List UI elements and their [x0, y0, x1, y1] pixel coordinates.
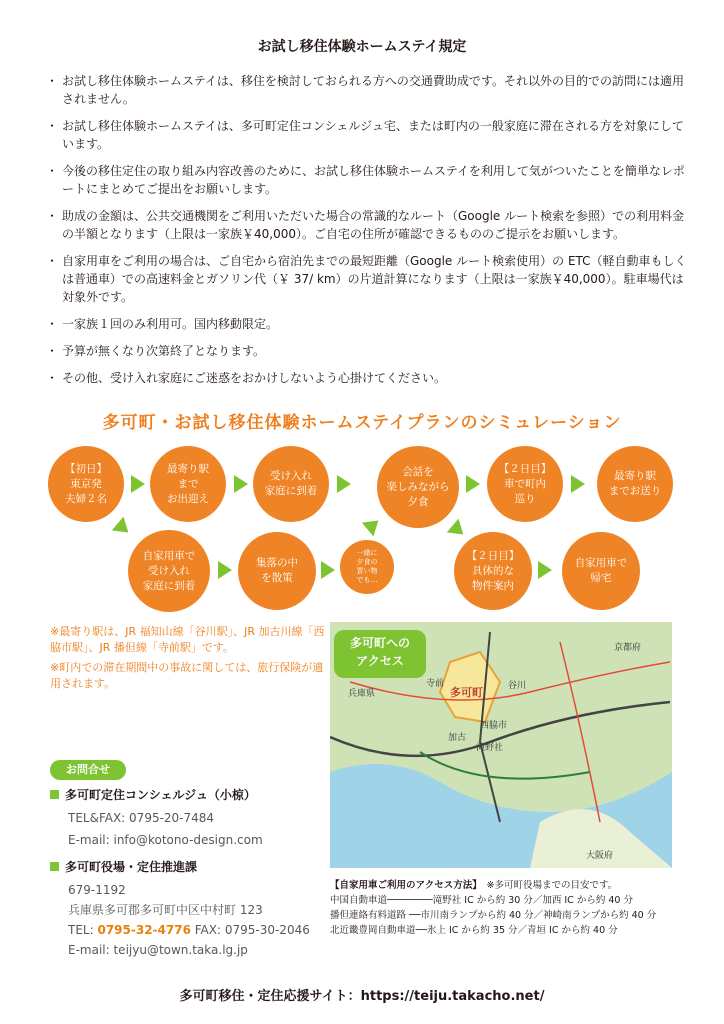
contact-office	[50, 858, 310, 959]
office-tel-label: TEL:	[68, 923, 98, 937]
rule-item: ・ 一家族１回のみ利用可。国内移動限定。	[48, 315, 688, 333]
map-label-kyoto: 京都府	[614, 643, 642, 653]
flow-arrow	[538, 561, 552, 579]
contact-concierge	[50, 786, 263, 849]
car-access-header	[330, 878, 690, 893]
office-tel: 0795-32-4776	[97, 923, 191, 937]
car-access-route: 北近畿豊岡自動車道──氷上 IC から約 35 分／青垣 IC から約 40 分	[330, 925, 618, 936]
car-access-route: 中国自動車道────────滝野社 IC から約 30 分／加西 IC から約 40 分	[330, 895, 633, 906]
office-fax: FAX: 0795-30-2046	[190, 923, 310, 937]
map-label-nishiwaki: 西脇市	[480, 721, 508, 731]
flow-arrow	[112, 517, 134, 540]
flow-step-walk: 集落の中 を散策	[238, 532, 316, 610]
note-insurance: ※町内での滞在期間中の事故に関しては、旅行保険が適用されます。	[50, 661, 324, 690]
rule-item: ・ 自家用車をご利用の場合は、ご自宅から宿泊先までの最短距離（Google ルート検索使用）の ETC（軽自動車もしくは普通車）での高速料金とガソリン代（￥ 37/ km）の片道計算になります（上限は一家族￥40,000）。駐車場代は対象外です。	[48, 252, 688, 306]
concierge-name: 多可町定住コンシェルジュ（小椋）	[50, 786, 263, 803]
flow-arrow	[466, 475, 480, 493]
simulation-title: 多可町・お試し移住体験ホームステイプランのシミュレーション	[102, 413, 622, 433]
flow-arrow	[447, 519, 469, 542]
office-name: 多可町役場・定住推進課	[50, 858, 310, 875]
rule-item: ・ 助成の金額は、公共交通機関をご利用いただいた場合の常識的なルート（Google ルート検索を参照）での利用料金の半額となります（上限は一家族￥40,000）。ご自宅の住所が確認できるもののご提示をお願いします。	[48, 207, 688, 243]
note-stations: ※最寄り駅は、JR 福知山線「谷川駅」、JR 加古川線「西脇市駅」、JR 播但線「寺前駅」です。	[50, 625, 325, 654]
flow-step-shopping: 一緒に 夕食の 買い物 でも…	[340, 540, 394, 594]
map-label-hyogo: 兵庫県	[348, 689, 376, 699]
office-email[interactable]: E-mail: teijyu@town.taka.lg.jp	[68, 943, 248, 957]
concierge-tel: TEL&FAX: 0795-20-7484	[68, 811, 215, 825]
flow-arrow	[234, 475, 248, 493]
map-label-takino: 滝野社	[476, 743, 504, 753]
map-label-taka: 多可町	[450, 686, 483, 699]
access-badge: 多可町への アクセス	[334, 630, 426, 678]
footer-site-link[interactable]: 多可町移住・定住応援サイト：https://teiju.takacho.net/	[179, 989, 545, 1004]
rule-item: ・ お試し移住体験ホームステイは、多可町定住コンシェルジュ宅、または町内の一般家庭に滞在される方を対象にしています。	[48, 117, 688, 153]
office-zip: 679-1192	[68, 883, 126, 897]
car-access-info	[330, 878, 690, 938]
flow-arrow	[337, 475, 351, 493]
car-access-title: 【自家用車ご利用のアクセス方法】	[330, 880, 477, 891]
flow-step-car-arrive: 自家用車で 受け入れ 家庭に到着	[128, 530, 210, 612]
map-label-teramae: 寺前	[426, 679, 445, 689]
concierge-email[interactable]: E-mail: info@kotono-design.com	[68, 833, 263, 847]
flow-step-day2-tour: 【２日目】 車で町内 巡り	[487, 446, 563, 522]
page-title: お試し移住体験ホームステイ規定	[257, 39, 467, 55]
rule-item: ・ 予算が無くなり次第終了となります。	[48, 342, 688, 360]
map-label-tanigawa: 谷川	[508, 681, 527, 691]
car-access-route: 播但連絡有料道路 ──市川南ランプから約 40 分／神崎南ランプから約 40 分	[330, 910, 657, 921]
flow-step-property-tour: 【２日目】 具体的な 物件案内	[454, 532, 532, 610]
flow-step-drive-home: 自家用車で 帰宅	[562, 532, 640, 610]
flow-step-dinner: 会話を 楽しみながら 夕食	[377, 446, 459, 528]
rules-list	[48, 72, 688, 396]
rule-item: ・ 今後の移住定住の取り組み内容改善のために、お試し移住体験ホームステイを利用して気がついたことを簡単なレポートにまとめてご提出をお願いします。	[48, 162, 688, 198]
flow-arrow	[571, 475, 585, 493]
contact-badge: お問合せ	[50, 760, 126, 780]
flow-arrow	[362, 514, 384, 537]
flow-arrow	[131, 475, 145, 493]
flow-step-arrive-home: 受け入れ 家庭に到着	[253, 446, 329, 522]
flow-arrow	[321, 561, 335, 579]
rule-item: ・ その他、受け入れ家庭にご迷惑をおかけしないよう心掛けてください。	[48, 369, 688, 387]
flow-arrow	[218, 561, 232, 579]
rule-item: ・ お試し移住体験ホームステイは、移住を検討しておられる方への交通費助成です。それ以外の目的での訪問には適用されません。	[48, 72, 688, 108]
flow-step-day1-start: 【初日】 東京発 夫婦２名	[48, 446, 124, 522]
car-access-note: ※多可町役場までの目安です。	[486, 880, 618, 891]
flow-step-pickup: 最寄り駅 まで お出迎え	[150, 446, 226, 522]
map-label-kakogawa: 加古	[448, 733, 467, 743]
map-label-osaka: 大阪府	[586, 851, 614, 861]
flow-step-send-off: 最寄り駅 までお送り	[597, 446, 673, 522]
office-address: 兵庫県多可郡多可町中区中村町 123	[68, 903, 263, 917]
notes	[50, 624, 328, 696]
office-tel-line	[50, 921, 310, 939]
